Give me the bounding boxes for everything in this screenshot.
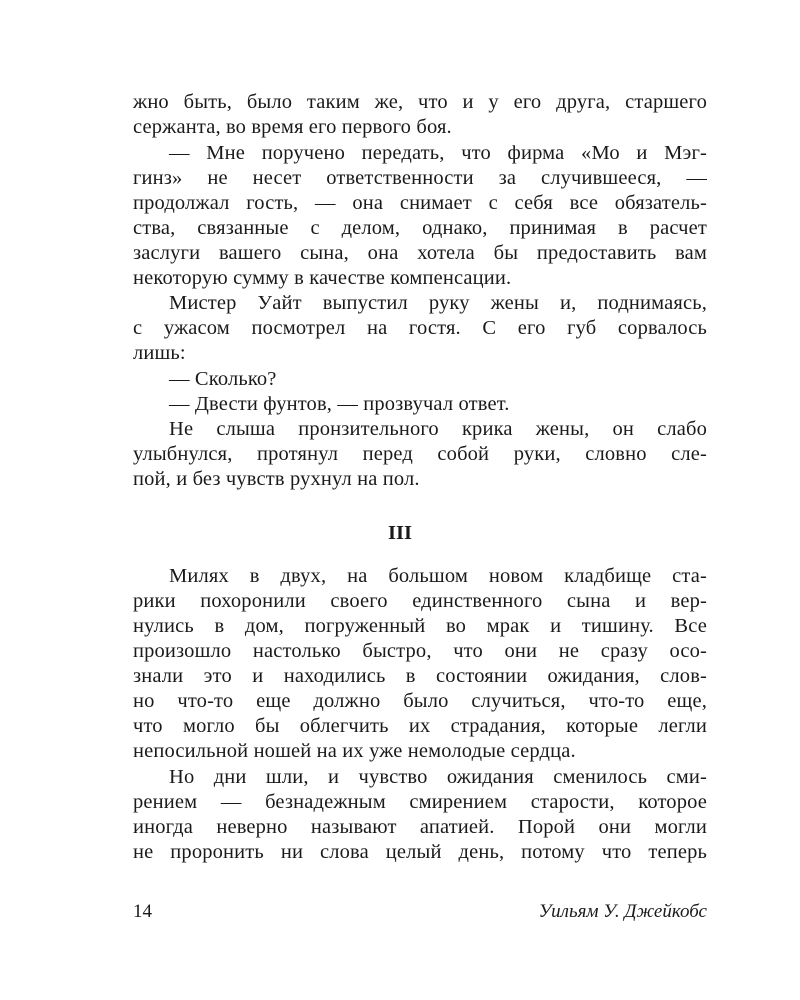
page-number: 14: [133, 901, 152, 922]
text-line: с ужасом посмотрел на гостя. С его губ сорвалось: [133, 317, 707, 339]
text-line: рики похоронили своего единственного сына и вер-: [133, 590, 707, 612]
text-line: нулись в дом, погруженный во мрак и тишину. Все: [133, 615, 707, 637]
text-line: — Сколько?: [169, 368, 277, 390]
text-line: жно быть, было таким же, что и у его друга, старшего: [133, 91, 707, 113]
text-line: гинз» не несет ответственности за случившееся, —: [133, 167, 707, 189]
text-line: но что-то еще должно было случиться, что-то еще,: [133, 690, 707, 712]
text-line: Мистер Уайт выпустил руку жены и, поднимаясь,: [169, 292, 707, 314]
text-line: Милях в двух, на большом новом кладбище ста-: [169, 565, 707, 587]
text-line: сержанта, во время его первого боя.: [133, 116, 452, 138]
running-head-author: Уильям У. Джейкобс: [538, 901, 707, 922]
text-line: рением — безнадежным смирением старости, которое: [133, 791, 707, 813]
text-line: иногда неверно называют апатией. Порой они могли: [133, 816, 707, 838]
text-line: Но дни шли, и чувство ожидания сменилось сми-: [169, 766, 707, 788]
text-line: улыбнулся, протянул перед собой руки, словно сле-: [133, 443, 707, 465]
text-line: Не слыша пронзительного крика жены, он слабо: [169, 418, 707, 440]
text-line: — Двести фунтов, — прозвучал ответ.: [169, 393, 510, 415]
text-line: — Мне поручено передать, что фирма «Мо и Мэг-: [169, 142, 707, 164]
text-line: лишь:: [133, 342, 186, 364]
text-line: знали это и находились в состоянии ожидания, слов-: [133, 665, 707, 687]
section-heading: III: [388, 522, 412, 544]
text-line: некоторую сумму в качестве компенсации.: [133, 267, 512, 289]
text-line: пой, и без чувств рухнул на пол.: [133, 468, 420, 490]
text-line: заслуги вашего сына, она хотела бы предоставить вам: [133, 242, 707, 264]
text-line: не проронить ни слова целый день, потому что теперь: [133, 841, 707, 863]
text-line: непосильной ношей на их уже немолодые сердца.: [133, 740, 576, 762]
text-line: продолжал гость, — она снимает с себя все обязатель-: [133, 192, 707, 214]
text-line: ства, связанные с делом, однако, принимая в расчет: [133, 217, 707, 239]
text-line: произошло настолько быстро, что они не сразу осо-: [133, 640, 707, 662]
text-line: что могло бы облегчить их страдания, которые легли: [133, 715, 707, 737]
